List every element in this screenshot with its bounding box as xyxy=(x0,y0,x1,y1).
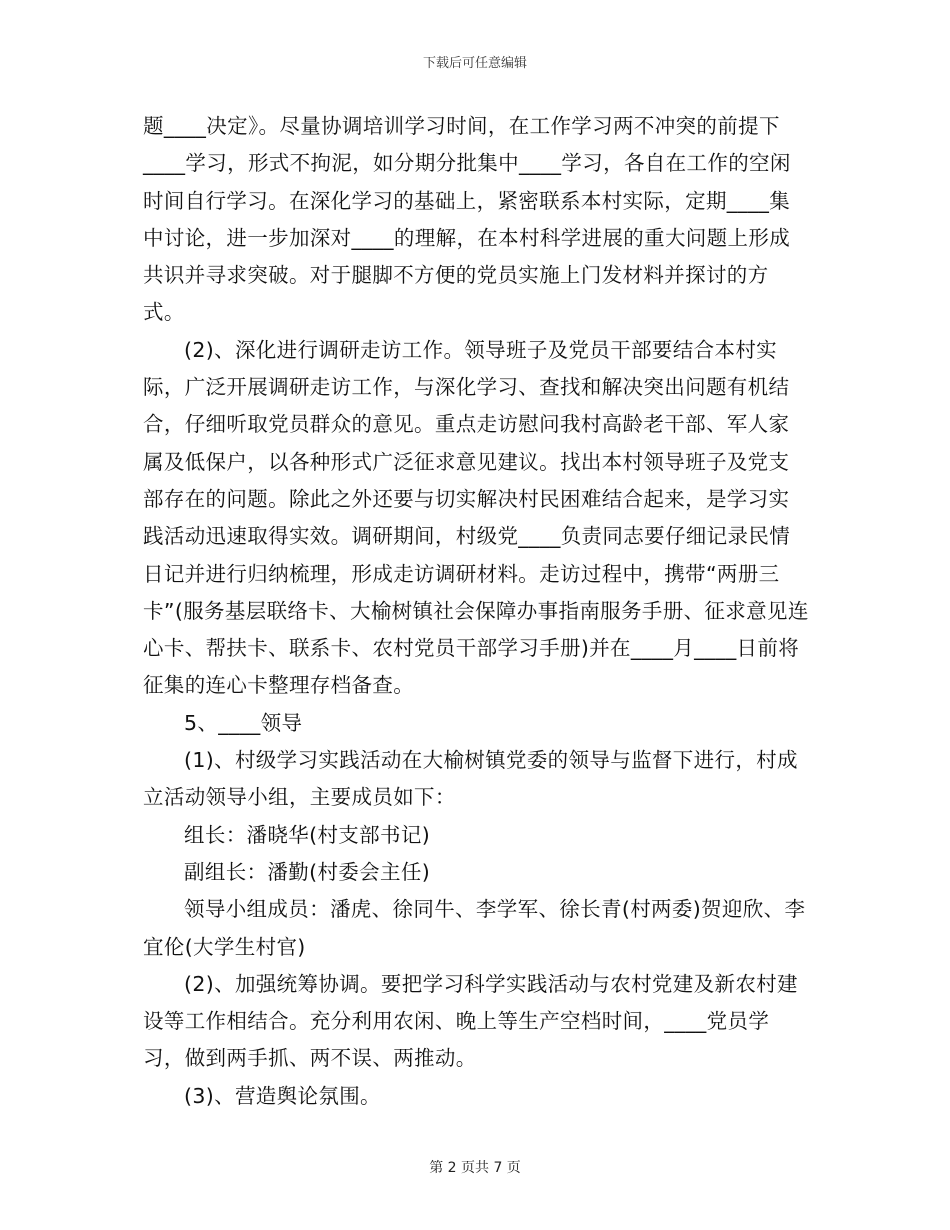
paragraph-coordination: (2)、加强统筹协调。要把学习科学实践活动与农村党建及新农村建设等工作相结合。充分利用农闲、晚上等生产空档时间，____党员学习，做到两手抓、两不误、两推动。 xyxy=(143,971,798,1071)
paragraph-group-members: 领导小组成员：潘虎、徐同牛、李学军、徐长青(村两委)贺迎欣、李宜伦(大学生村官) xyxy=(143,897,806,959)
paragraph-research-visits: (2)、深化进行调研走访工作。领导班子及党员干部要结合本村实际，广泛开展调研走访工作，与深化学习、查找和解决突出问题有机结合，仔细听取党员群众的意见。重点走访慰问我村高龄老干部、军人家属及低保户，以各种形式广泛征求意见建议。找出本村领导班子及党支部存在的问题。除此之外还要与切实解决村民困难结合起来，是学习实践活动迅速取得实效。调研期间，村级党____负责同志要仔细记录民情日记并进行归纳梳理，形成走访调研材料。走访过程中，携带“两册三卡”(服务基层联络卡、大榆树镇社会保障办事指南服务手册、征求意见连心卡、帮扶卡、联系卡、农村党员干部学习手册)并在____月____日前将征集的连心卡整理存档备查。 xyxy=(143,337,809,698)
page-footer: 第 2 页共 7 页 xyxy=(429,1160,521,1176)
paragraph-leading-group: (1)、村级学习实践活动在大榆树镇党委的领导与监督下进行，村成立活动领导小组，主要成员如下： xyxy=(143,748,798,810)
document-body xyxy=(143,108,809,1115)
paragraph-deputy-leader: 副组长：潘勤(村委会主任) xyxy=(184,859,431,884)
section-heading-leadership: 5、____领导 xyxy=(184,710,303,735)
paragraph-public-opinion: (3)、营造舆论氛围。 xyxy=(184,1083,381,1108)
paragraph-group-leader: 组长：潘晓华(村支部书记) xyxy=(184,822,431,847)
page-header: 下载后可任意编辑 xyxy=(422,56,527,71)
paragraph-study-arrangement: 题____决定》。尽量协调培训学习时间，在工作学习两不冲突的前提下____学习，形式不拘泥，如分期分批集中____学习，各自在工作的空闲时间自行学习。在深化学习的基础上，紧密联系本村实际，定期____集中讨论，进一步加深对____的理解，在本村科学进展的重大问题上形成共识并寻求突破。对于腿脚不方便的党员实施上门发材料并探讨的方式。 xyxy=(143,114,791,325)
